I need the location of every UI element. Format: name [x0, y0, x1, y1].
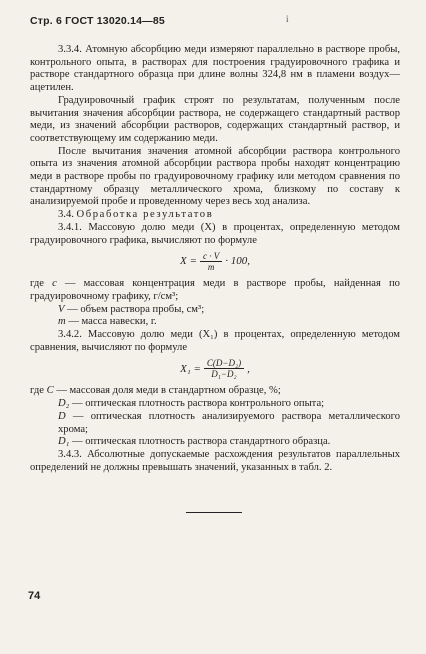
definition-c [30, 278, 400, 303]
definition-D2-text: — оптическая плотность раствора контрольного опыта; [72, 398, 325, 410]
paragraph-calibration: Градуировочный график строят по результатам, полученным после вычитания значения абсорбции раствора, не содержащего стандартный раствор меди, из значений абсорбции растворов, содержащих стандартный раствор, и соответствующему им содержанию меди. [30, 94, 400, 144]
formula-2-numerator: C(D−D₂) [204, 358, 244, 369]
definition-D [30, 411, 400, 436]
page-body [30, 44, 400, 474]
formula-2-rhs: , [247, 362, 250, 375]
symbol-D2: D₂ [58, 398, 70, 410]
formula-2-lhs: X₁ = [180, 362, 201, 375]
formula-1 [30, 251, 400, 272]
formula-2-fraction [204, 358, 244, 379]
formula-2-denominator: D₁−D₂ [211, 369, 237, 380]
definition-C [30, 385, 400, 398]
definition-m-text: — масса навески, г. [68, 316, 157, 328]
formula-1-fraction [200, 251, 222, 272]
page-number: 74 [28, 590, 41, 602]
symbol-C: C [46, 385, 54, 397]
definition-D1 [30, 436, 400, 449]
formula-1-denominator: m [207, 262, 215, 273]
definition-lead: где [30, 385, 44, 397]
definition-D2 [30, 398, 400, 411]
definition-v-text: — объем раствора пробы, см³; [67, 303, 205, 315]
definition-v [30, 304, 400, 317]
definition-C-text: — массовая доля меди в стандартном образце, %; [56, 385, 281, 397]
section-title: Обработка результатов [76, 209, 214, 221]
formula-1-rhs: · 100, [225, 255, 250, 268]
definition-D-text: — оптическая плотность анализируемого раствора металлического хрома; [58, 410, 400, 435]
definition-m [30, 316, 400, 329]
symbol-m: m [58, 316, 66, 328]
definition-lead: где [30, 278, 44, 290]
formula-1-lhs: X = [180, 255, 197, 268]
section-3-4-heading [30, 209, 400, 222]
margin-mark: і [286, 14, 289, 24]
section-number: 3.4. [58, 209, 74, 221]
paragraph-subtraction: После вычитания значения атомной абсорбции раствора контрольного опыта из значения атомной абсорбции раствора пробы находят концентрацию меди в растворе пробы по градуировочному графику или методом сравнения по стандартному образцу металлического хрома, близкому по составу к анализируемой пробе и проведенному через весь ход анализа. [30, 145, 400, 208]
paragraph-3-4-2: 3.4.2. Массовую долю меди (X₁) в процентах, определенную методом сравнения, вычисляют по формуле [30, 329, 400, 353]
formula-2 [30, 358, 400, 379]
closing-rule [186, 512, 242, 513]
paragraph-3-4-3: 3.4.3. Абсолютные допускаемые расхождения результатов параллельных определений не должны превышать значений, указанных в табл. 2. [30, 448, 400, 473]
definition-D1-text: — оптическая плотность раствора стандартного образца. [72, 436, 331, 448]
symbol-D1: D₁ [58, 436, 70, 448]
paragraph-3-4-1: 3.4.1. Массовую долю меди (X) в процентах, определенную методом градуировочного графика, вычисляют по формуле [30, 221, 400, 246]
formula-1-numerator: c · V [200, 251, 222, 262]
symbol-c: c [52, 278, 57, 290]
paragraph-3-3-4: 3.3.4. Атомную абсорбцию меди измеряют параллельно в растворе пробы, контрольного опыта, в растворах для построения градуировочного графика и растворе стандартного образца при длине волны 324,8 нм в пламени воздух—ацетилен. [30, 44, 400, 94]
definition-c-text: — массовая концентрация меди в растворе пробы, найденная по градуировочному графику, г/см³; [30, 278, 400, 302]
symbol-D: D [58, 410, 66, 422]
symbol-v: V [58, 303, 65, 315]
page-header: Стр. 6 ГОСТ 13020.14—85 [30, 15, 165, 27]
